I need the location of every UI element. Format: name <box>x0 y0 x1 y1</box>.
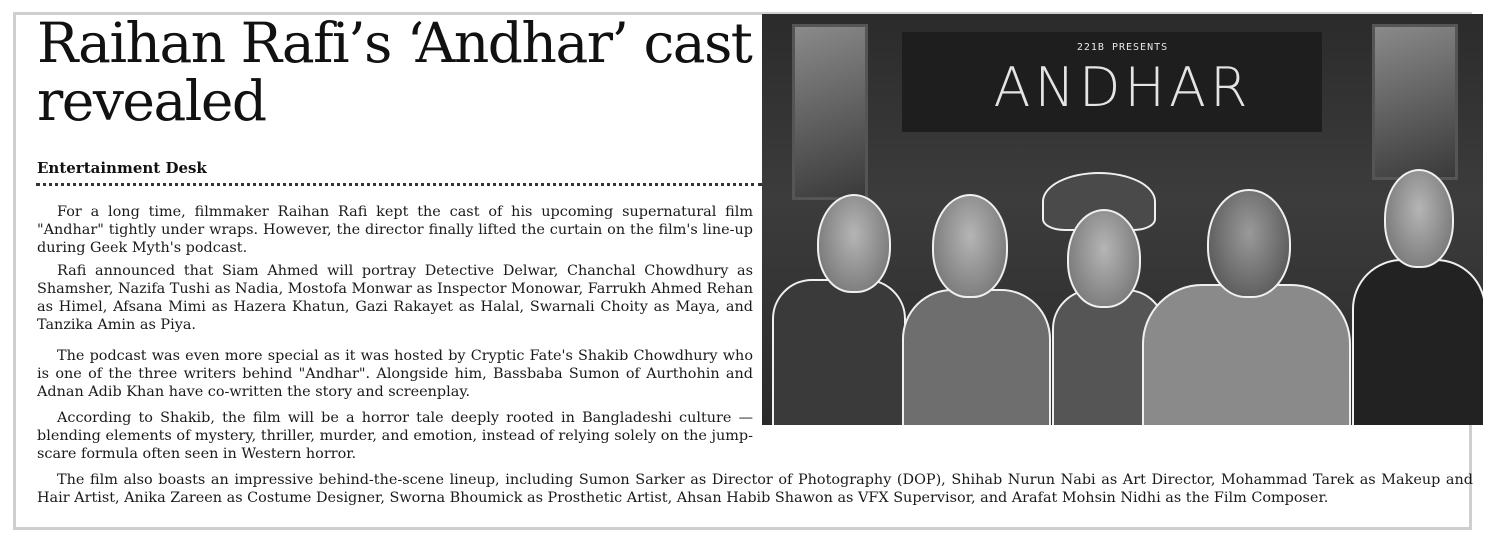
cast-member-2 <box>902 289 1051 425</box>
cast-poster-image <box>762 14 1483 425</box>
article-headline: Raihan Rafi’s ‘Andhar’ cast revealed <box>37 11 752 133</box>
paragraph-1: For a long time, filmmaker Raihan Rafi kept the cast of his upcoming supernatural film "Andhar" tightly under wraps. However, the director finally lifted the curtain on the film's line-up during Geek Myth's podcast. <box>37 204 753 256</box>
cast-member-1 <box>772 279 906 425</box>
cast-member-5 <box>1352 259 1483 425</box>
cast-member-3-head <box>1067 209 1141 308</box>
paragraph-4: According to Shakib, the film will be a horror tale deeply rooted in Bangladeshi culture — blending elements of mystery, thriller, murder, and emotion, instead of relying solely on the jump-scare formula often seen in Western horror. <box>37 410 753 462</box>
cast-member-2-head <box>932 194 1008 298</box>
cast-member-4-head <box>1207 189 1291 298</box>
paragraph-5: The film also boasts an impressive behind-the-scene lineup, including Sumon Sarker as Director of Photography (DOP), Shihab Nurun Nabi as Art Director, Mohammad Tarek as Makeup and Hair Artist, Anika Zareen as Costume Designer, Sworna Bhoumick as Prosthetic Artist, Ahsan Habib Shawon as VFX Supervisor, and Arafat Mohsin Nidhi as the Film Composer. <box>37 472 1473 506</box>
paragraph-2: Rafi announced that Siam Ahmed will portray Detective Delwar, Chanchal Chowdhury as Shamsher, Nazifa Tushi as Nadia, Mostofa Monwar as Inspector Monowar, Farrukh Ahmed Rehan as Himel, Afsana Mimi as Hazera Khatun, Gazi Rakayet as Halal, Swarnali Choity as Maya, and Tanzika Amin as Piya. <box>37 263 753 333</box>
cast-member-4 <box>1142 284 1351 425</box>
poster-film-title: ANDHAR <box>993 56 1252 119</box>
poster-presents-text: 221B PRESENTS <box>1076 42 1169 53</box>
cast-member-1-head <box>817 194 891 293</box>
article-byline: Entertainment Desk <box>37 159 207 177</box>
paragraph-3: The podcast was even more special as it was hosted by Cryptic Fate's Shakib Chowdhury who is one of the three writers behind "Andhar". Alongside him, Bassbaba Sumon of Aurthohin and Adnan Adib Khan have co-written the story and screenplay. <box>37 348 753 400</box>
cast-member-5-head <box>1384 169 1454 268</box>
dotted-divider <box>36 183 762 186</box>
